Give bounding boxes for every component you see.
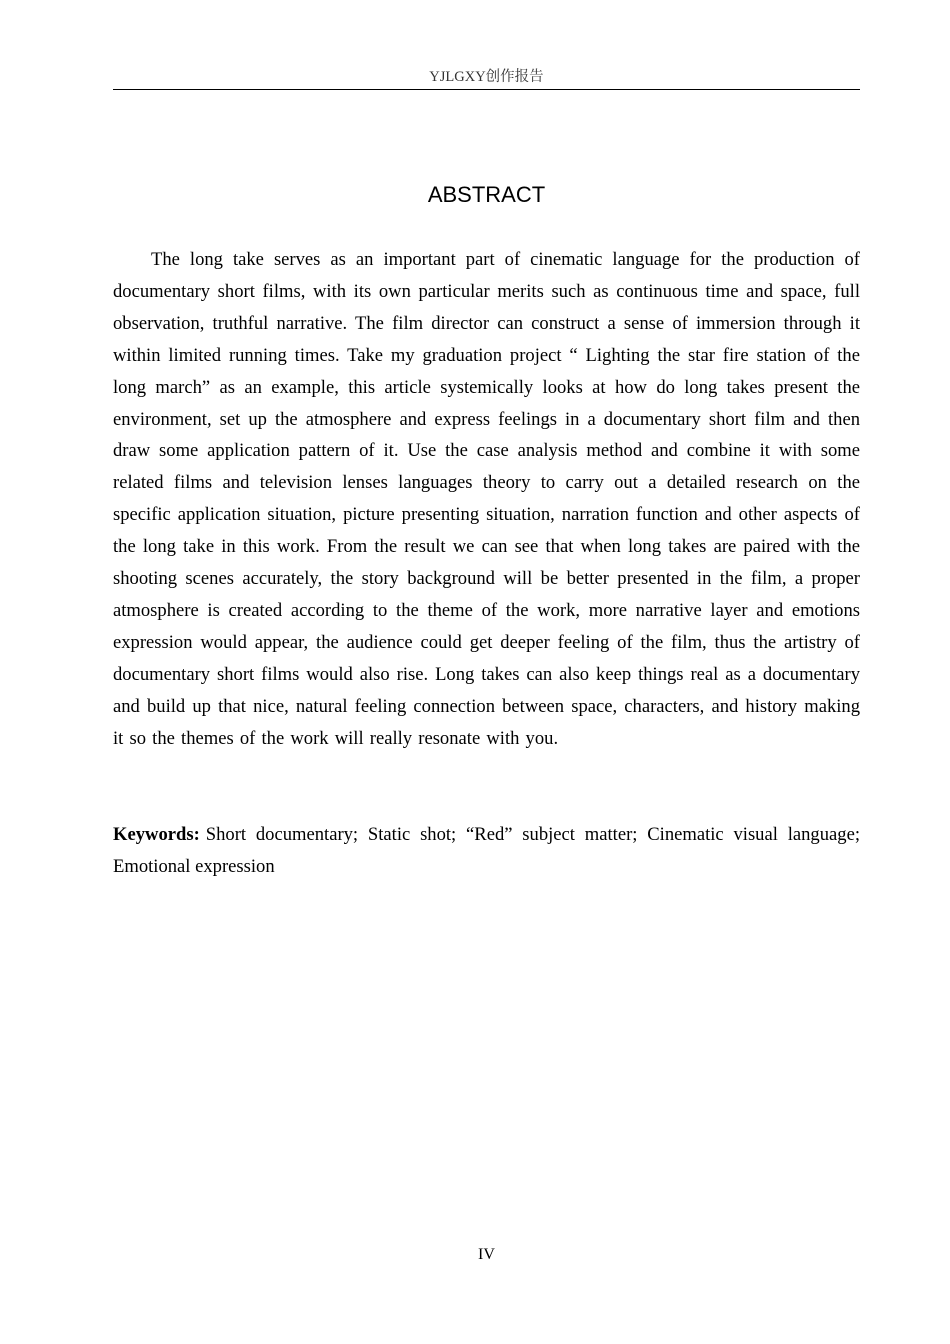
page-header: [113, 66, 860, 90]
running-title: YJLGXY创作报告: [429, 69, 544, 85]
keywords-text: Short documentary; Static shot; “Red” subject matter; Cinematic visual language; Emotional expression: [113, 824, 860, 877]
abstract-body: The long take serves as an important part of cinematic language for the production of documentary short films, with its own particular merits such as continuous time and space, full observation, truthful narrative. The film director can construct a sense of immersion through it within limited running times. Take my graduation project “ Lighting the star fire station of the long march” as an example, this article systemically looks at how do long takes present the environment, set up the atmosphere and express feelings in a documentary short film and then draw some application pattern of it. Use the case analysis method and combine it with some related films and television lenses languages theory to carry out a detailed research on the specific application situation, picture presenting situation, narration function and other aspects of the long take in this work. From the result we can see that when long takes are paired with the shooting scenes accurately, the story background will be better presented in the film, a proper atmosphere is created according to the theme of the work, more narrative layer and emotions expression would appear, the audience could get deeper feeling of the film, thus the artistry of documentary short films would also rise. Long takes can also keep things real as a documentary and build up that nice, natural feeling connection between space, characters, and history making it so the themes of the work will really resonate with you.: [113, 249, 860, 749]
keywords-label: Keywords:: [113, 824, 200, 845]
page-number: IV: [478, 1246, 495, 1263]
abstract-title: ABSTRACT: [427, 182, 546, 207]
keywords-paragraph: [113, 819, 860, 883]
